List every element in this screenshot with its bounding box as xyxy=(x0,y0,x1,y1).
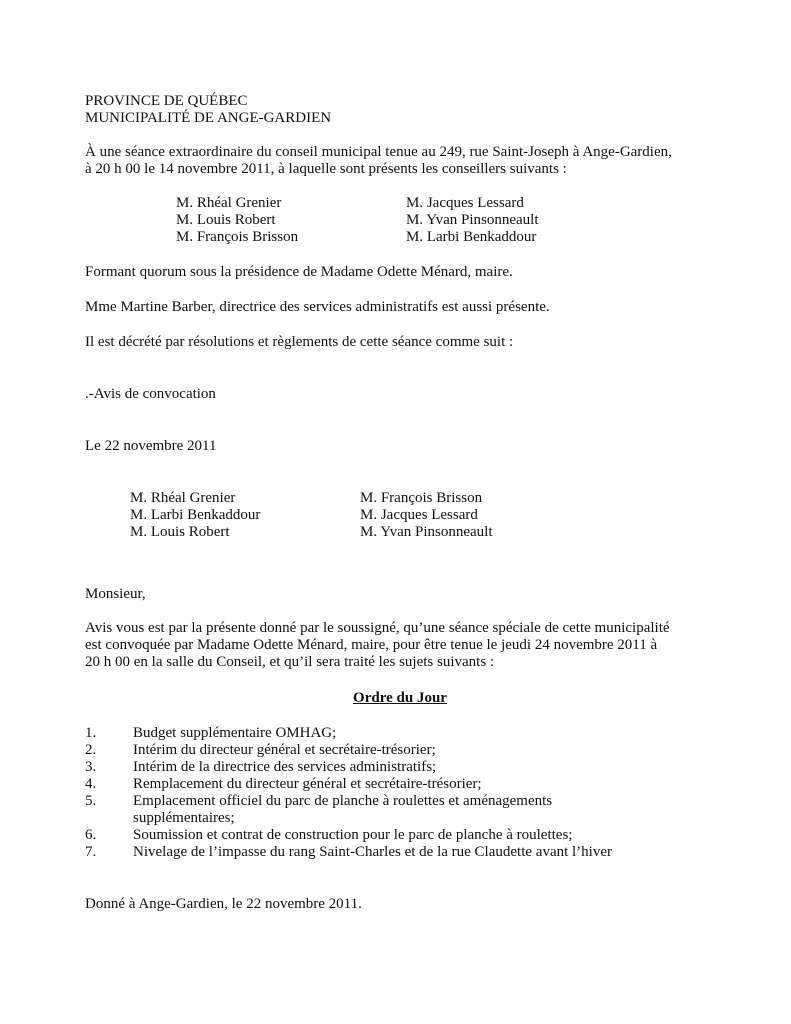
councillor-name: M. Yvan Pinsonneault xyxy=(406,212,539,228)
agenda-item xyxy=(85,793,613,827)
quorum-statement: Formant quorum sous la présidence de Madame Odette Ménard, maire. xyxy=(85,264,513,280)
intro-paragraph xyxy=(85,144,715,178)
councillors-present-list xyxy=(85,195,715,246)
recipients-left-column xyxy=(130,490,260,541)
salutation: Monsieur, xyxy=(85,586,146,602)
agenda-item-text: Nivelage de l’impasse du rang Saint-Charles et de la rue Claudette avant l’hiver xyxy=(133,844,612,860)
notice-date: Le 22 novembre 2011 xyxy=(85,438,217,454)
document-page xyxy=(85,93,715,913)
agenda-item-number: 1. xyxy=(85,725,97,741)
agenda-item-number: 5. xyxy=(85,793,97,809)
agenda-item-number: 3. xyxy=(85,759,97,775)
intro-line-2: à 20 h 00 le 14 novembre 2011, à laquelle sont présents les conseillers suivants : xyxy=(85,161,567,177)
notice-line-3: 20 h 00 en la salle du Conseil, et qu’il sera traité les sujets suivants : xyxy=(85,654,495,670)
section-title: .-Avis de convocation xyxy=(85,386,216,402)
decree-statement: Il est décrété par résolutions et règlements de cette séance comme suit : xyxy=(85,334,514,350)
recipient-name: M. Yvan Pinsonneault xyxy=(360,524,493,540)
agenda-item-text: Budget supplémentaire OMHAG; xyxy=(133,725,337,741)
agenda-item xyxy=(85,725,715,742)
councillor-name: M. Larbi Benkaddour xyxy=(406,229,537,245)
councillor-name: M. François Brisson xyxy=(176,229,299,245)
agenda-item-number: 6. xyxy=(85,827,97,843)
agenda-item-number: 7. xyxy=(85,844,97,860)
agenda-item xyxy=(85,844,715,861)
letterhead xyxy=(85,93,715,127)
recipients-right-column xyxy=(360,490,493,541)
agenda-item xyxy=(85,827,715,844)
agenda-item-number: 2. xyxy=(85,742,97,758)
agenda-item xyxy=(85,776,715,793)
intro-line-1: À une séance extraordinaire du conseil municipal tenue au 249, rue Saint-Joseph à Ange-Gardien, xyxy=(85,144,672,160)
agenda-item xyxy=(85,742,715,759)
agenda-item-text: Intérim du directeur général et secrétaire-trésorier; xyxy=(133,742,436,758)
notice-line-1: Avis vous est par la présente donné par le soussigné, qu’une séance spéciale de cette municipalité xyxy=(85,620,670,636)
recipient-name: M. François Brisson xyxy=(360,490,483,506)
municipality-heading: MUNICIPALITÉ DE ANGE-GARDIEN xyxy=(85,110,332,126)
agenda-title: Ordre du Jour xyxy=(353,690,447,706)
recipient-name: M. Larbi Benkaddour xyxy=(130,507,261,523)
councillor-name: M. Louis Robert xyxy=(176,212,276,228)
closing-line: Donné à Ange-Gardien, le 22 novembre 2011. xyxy=(85,896,362,912)
notice-line-2: est convoquée par Madame Odette Ménard, maire, pour être tenue le jeudi 24 novembre 2011 à xyxy=(85,637,658,653)
agenda-item-text: Remplacement du directeur général et secrétaire-trésorier; xyxy=(133,776,482,792)
agenda-item-text: Soumission et contrat de construction pour le parc de planche à roulettes; xyxy=(133,827,573,843)
agenda-item xyxy=(85,759,715,776)
councillors-left-column xyxy=(176,195,298,246)
recipient-name: M. Louis Robert xyxy=(130,524,230,540)
province-heading: PROVINCE DE QUÉBEC xyxy=(85,93,248,109)
agenda-item-number: 4. xyxy=(85,776,97,792)
recipient-name: M. Jacques Lessard xyxy=(360,507,478,523)
agenda-item-text: Emplacement officiel du parc de planche à roulettes et aménagements supplémentaires; xyxy=(133,793,553,826)
agenda-item-text: Intérim de la directrice des services administratifs; xyxy=(133,759,437,775)
councillor-name: M. Jacques Lessard xyxy=(406,195,524,211)
councillor-name: M. Rhéal Grenier xyxy=(176,195,282,211)
recipients-list xyxy=(85,490,715,541)
recipient-name: M. Rhéal Grenier xyxy=(130,490,236,506)
notice-paragraph xyxy=(85,620,715,671)
agenda-list xyxy=(85,725,715,861)
also-present-statement: Mme Martine Barber, directrice des services administratifs est aussi présente. xyxy=(85,299,550,315)
councillors-right-column xyxy=(406,195,539,246)
